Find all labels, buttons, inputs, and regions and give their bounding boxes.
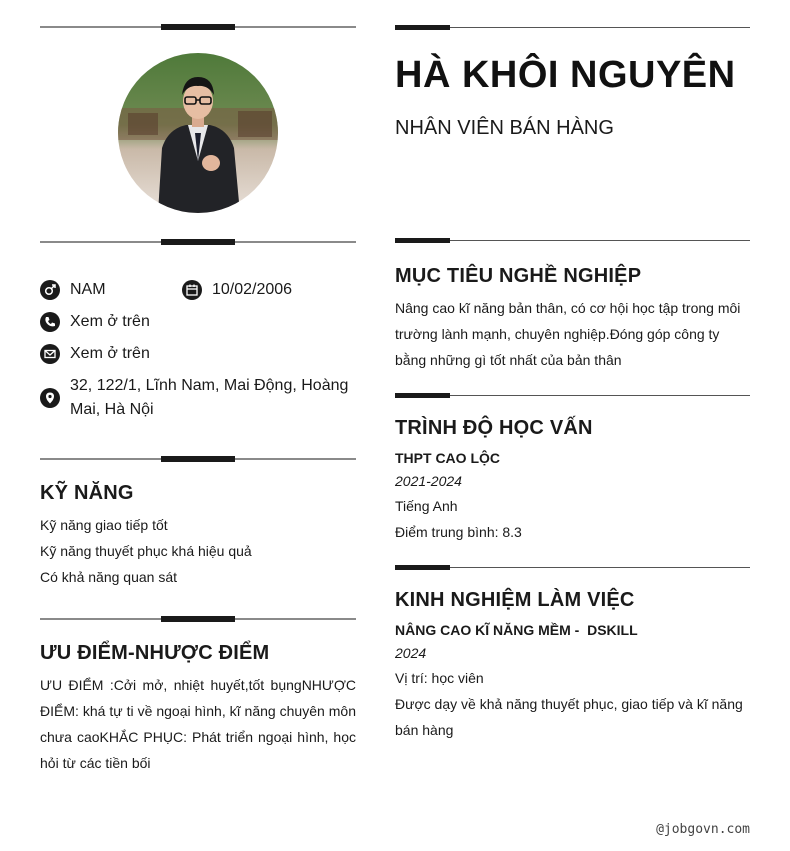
education-gpa: Điểm trung bình: 8.3: [395, 524, 522, 540]
experience-description: Được dạy về khả năng thuyết phục, giao tiếp và kĩ năng bán hàng: [395, 696, 743, 738]
watermark: @jobgovn.com: [656, 822, 750, 837]
education-title: TRÌNH ĐỘ HỌC VẤN: [395, 417, 593, 439]
avatar: [118, 53, 278, 213]
objective-title: MỤC TIÊU NGHỀ NGHIỆP: [395, 265, 642, 287]
candidate-name: HÀ KHÔI NGUYÊN: [395, 54, 736, 96]
avatar-photo: [118, 53, 278, 213]
email-value: Xem ở trên: [70, 345, 150, 362]
objective-divider: [395, 238, 750, 244]
objective-text: Nâng cao kĩ năng bản thân, có cơ hội học tập trong môi trường lành mạnh, chuyên nghiệp.Đóng góp công ty bằng những gì tốt nhất của bản thân: [395, 300, 741, 368]
birthday-row: [182, 278, 292, 302]
location-pin-icon: [40, 388, 60, 408]
strengths-title: ƯU ĐIỂM-NHƯỢC ĐIỂM: [40, 642, 270, 664]
skill-item: Kỹ năng thuyết phục khá hiệu quả: [40, 543, 252, 559]
address-row: [40, 374, 356, 422]
address-value: 32, 122/1, Lĩnh Nam, Mai Động, Hoàng Mai, Hà Nội: [70, 377, 349, 418]
experience-company: NÂNG CAO KĨ NĂNG MỀM - DSKILL: [395, 622, 638, 638]
skill-item: Có khả năng quan sát: [40, 569, 177, 585]
strengths-text: ƯU ĐIỂM :Cởi mở, nhiệt huyết,tốt bụngNHƯỢC ĐIỂM: khá tự ti về ngoại hình, kĩ năng chuyên môn chưa caoKHẮC PHỤC: Phát triển ngoại hình, học hỏi từ các tiền bối: [40, 677, 356, 771]
birthday-value: 10/02/2006: [212, 281, 293, 298]
experience-year: 2024: [395, 645, 427, 661]
calendar-icon: [182, 280, 202, 300]
experience-divider: [395, 565, 750, 571]
strengths-divider: [40, 615, 356, 623]
mail-icon: [40, 344, 60, 364]
job-title: NHÂN VIÊN BÁN HÀNG: [395, 117, 614, 139]
experience-position: Vị trí: học viên: [395, 670, 484, 686]
phone-value: Xem ở trên: [70, 313, 150, 330]
skill-item: Kỹ năng giao tiếp tốt: [40, 517, 168, 533]
school-name: THPT CAO LỘC: [395, 450, 500, 466]
email-row: [40, 342, 150, 366]
experience-title: KINH NGHIỆM LÀM VIỆC: [395, 589, 635, 611]
gender-value: NAM: [70, 281, 106, 298]
education-divider: [395, 393, 750, 399]
skills-divider: [40, 455, 356, 463]
education-years: 2021-2024: [395, 473, 462, 489]
top-divider: [40, 23, 356, 31]
education-subject: Tiếng Anh: [395, 498, 458, 514]
header-divider-accent: [395, 25, 750, 31]
skills-title: KỸ NĂNG: [40, 482, 134, 504]
gender-icon: [40, 280, 60, 300]
phone-icon: [40, 312, 60, 332]
phone-row: [40, 310, 150, 334]
gender-row: [40, 278, 106, 302]
avatar-divider: [40, 238, 356, 246]
